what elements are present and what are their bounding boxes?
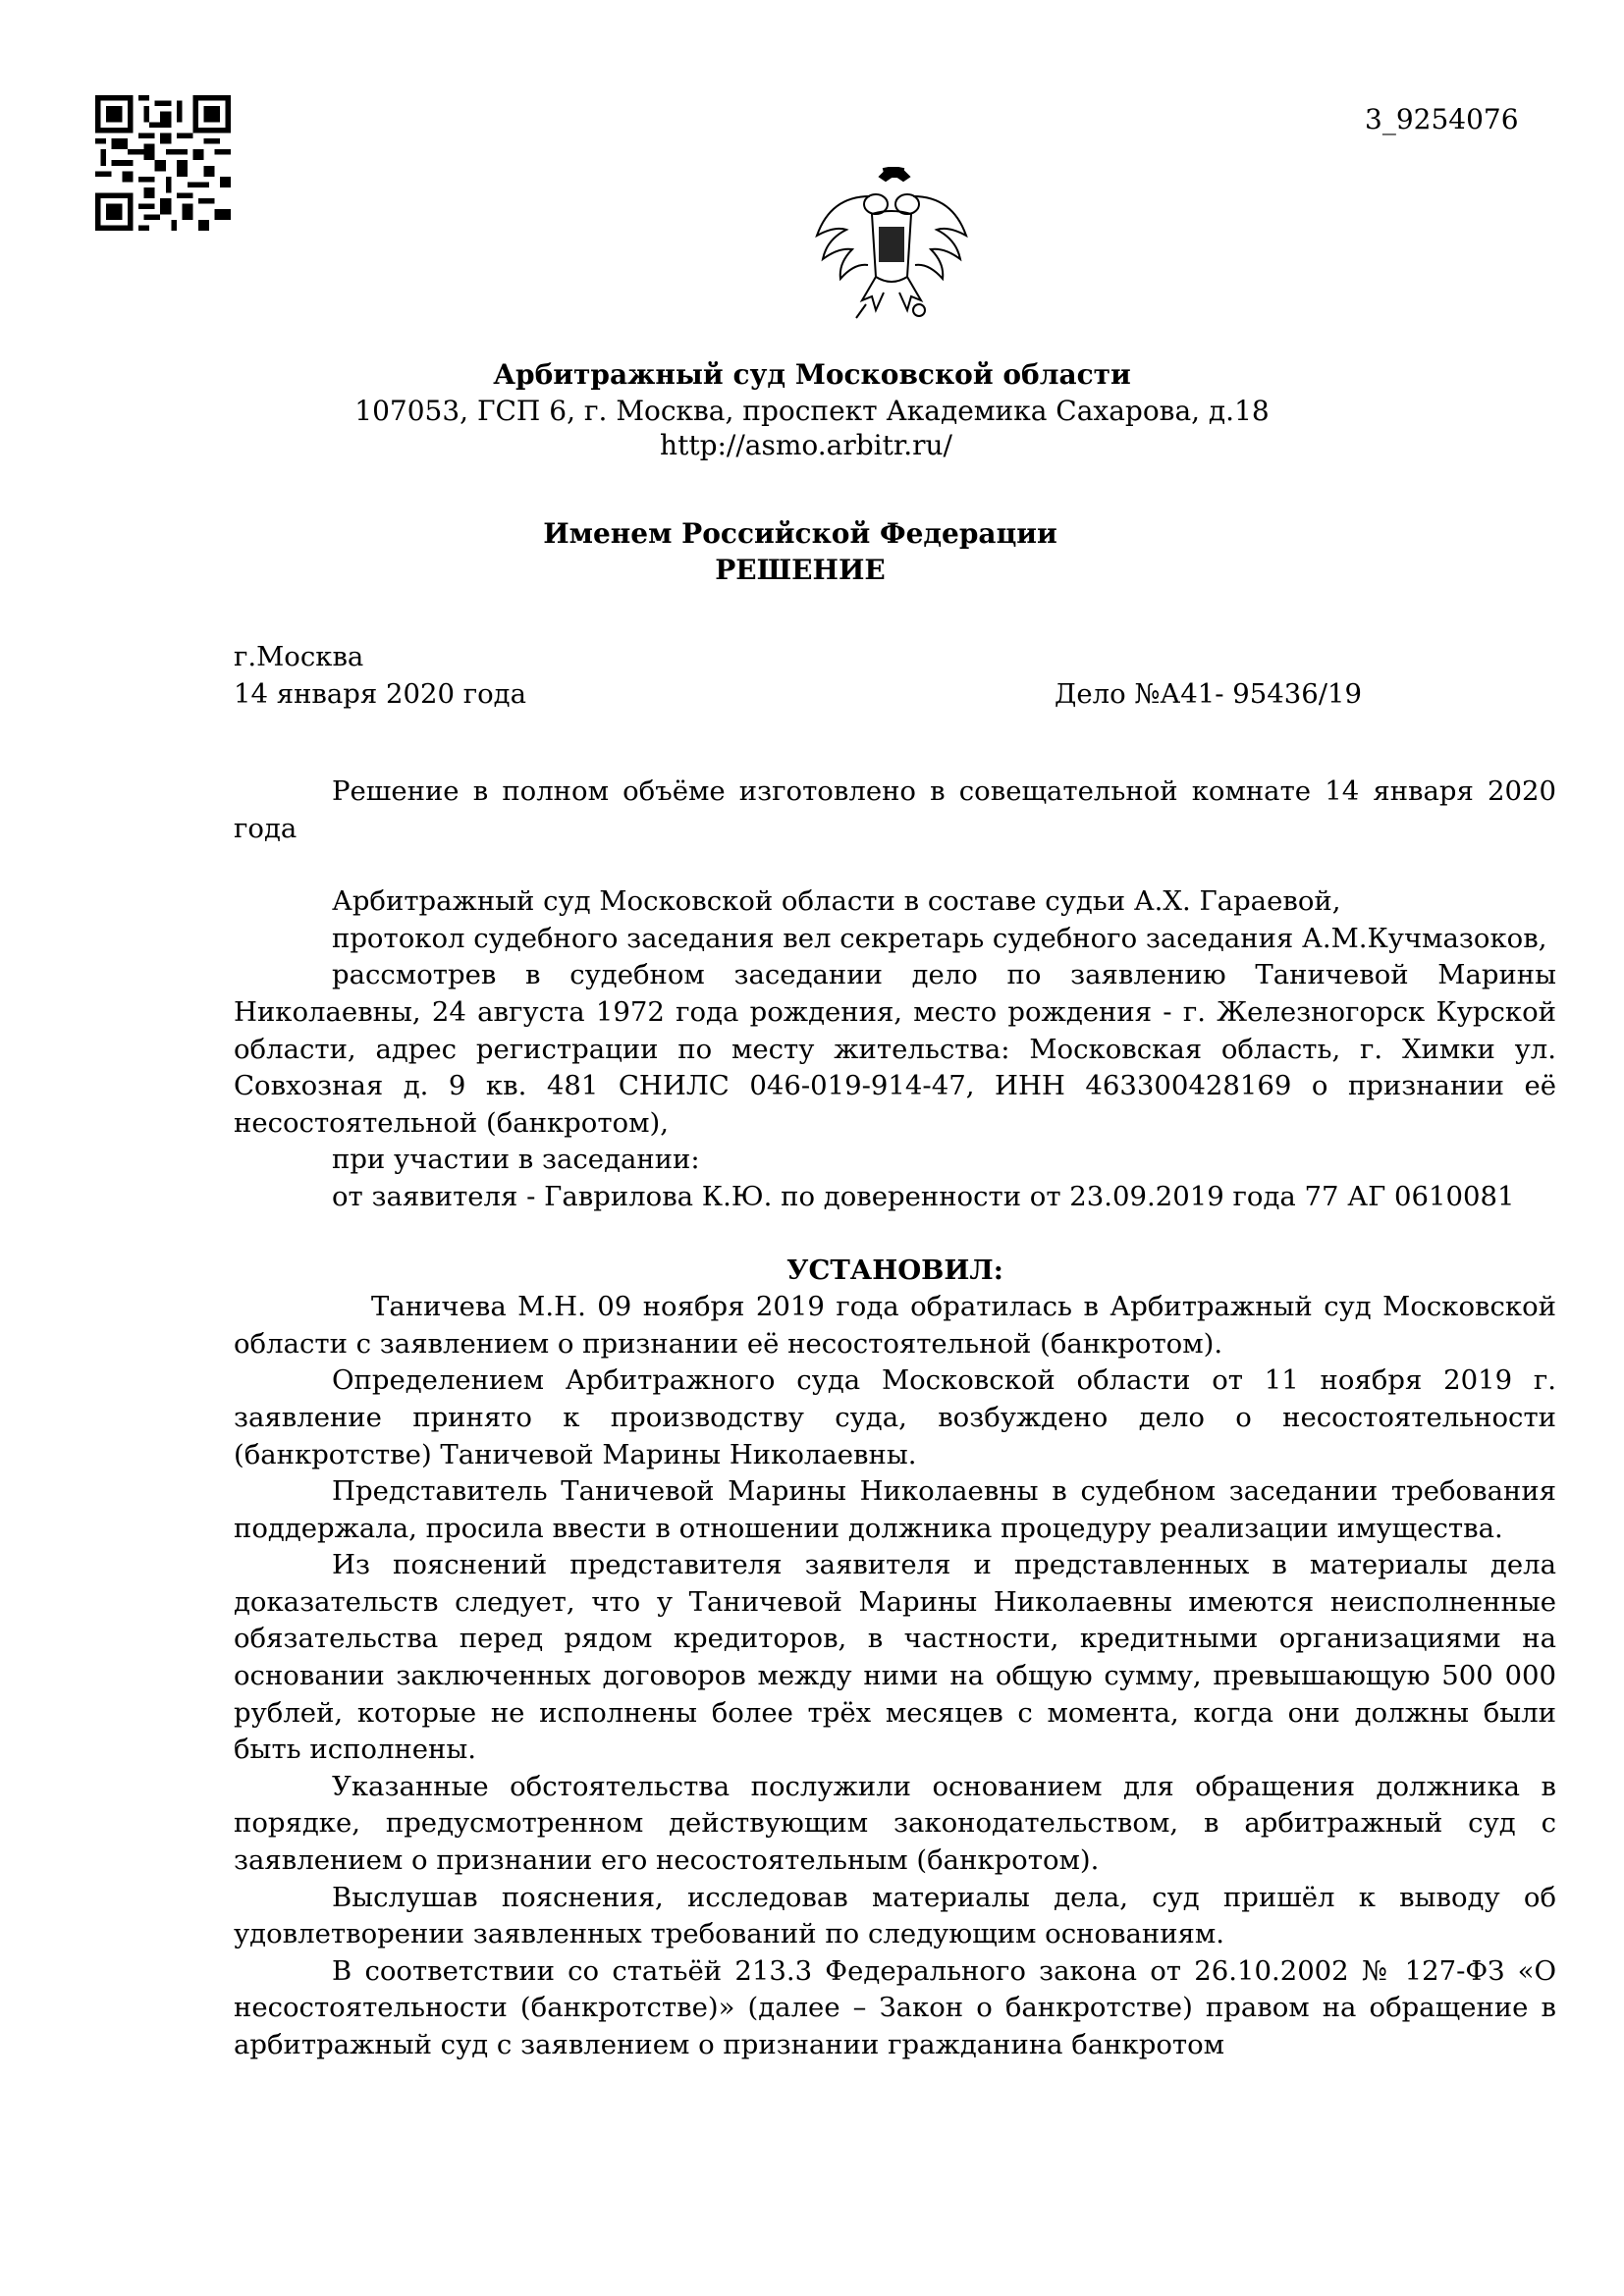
court-address: 107053, ГСП 6, г. Москва, проспект Академика Сахарова, д.18: [354, 395, 1270, 427]
document-number: 3_9254076: [1365, 103, 1519, 135]
paragraph-law-reference: В соответствии со статьёй 213.3 Федерального закона от 26.10.2002 № 127-ФЗ «О несостоятельности (банкротстве)» (далее – Закон о банкротстве) правом на обращение в арбитражный суд с заявлением о признании гражданина банкротом: [234, 1954, 1556, 2060]
decision-title: РЕШЕНИЕ: [715, 554, 886, 586]
case-number: Дело №А41- 95436/19: [1055, 678, 1363, 710]
paragraph-participants: при участии в заседании:: [332, 1144, 700, 1176]
paragraph-applicant-representative: от заявителя - Гаврилова К.Ю. по доверенности от 23.09.2019 года 77 АГ 0610081: [332, 1180, 1515, 1212]
document-body: [234, 774, 1556, 2064]
qr-code-icon: [95, 95, 231, 231]
paragraph-conclusion: Выслушав пояснения, исследовав материалы дела, суд пришёл к выводу об удовлетворении заявленных требований по следующим основаниям.: [234, 1881, 1556, 1950]
paragraph-court-composition: Арбитражный суд Московской области в составе судьи А.Х. Гараевой,: [332, 885, 1341, 918]
paragraph-completion-note: Решение в полном объёме изготовлено в совещательной комнате 14 января 2020 года: [234, 775, 1556, 844]
paragraph-ruling-accepted: Определением Арбитражного суда Московской области от 11 ноября 2019 г. заявление принято к производству суда, возбуждено дело о несостоятельности (банкротстве) Таничевой Марины Николаевны.: [234, 1364, 1556, 1470]
court-website-link[interactable]: http://asmo.arbitr.ru/: [660, 429, 952, 461]
paragraph-representative-request: Представитель Таничевой Марины Николаевны в судебном заседании требования поддержала, просила ввести в отношении должника процедуру реализации имущества.: [234, 1475, 1556, 1544]
paragraph-secretary: протокол судебного заседания вел секретарь судебного заседания А.М.Кучмазоков,: [332, 922, 1547, 954]
coat-of-arms-icon: [811, 167, 972, 322]
court-name: Арбитражный суд Московской области: [493, 358, 1131, 391]
paragraph-case-description: рассмотрев в судебном заседании дело по заявлению Таничевой Марины Николаевны, 24 августа 1972 года рождения, место рождения - г. Железногорск Курской области, адрес регистрации по месту жительства: Московская область, г. Химки ул. Совхозная д. 9 кв. 481 СНИЛС 046-019-914-47, ИНН 463300428169 о признании её несостоятельной (банкротом),: [234, 959, 1556, 1139]
in-name-heading: Именем Российской Федерации: [543, 517, 1057, 550]
paragraph-application: Таничева М.Н. 09 ноября 2019 года обратилась в Арбитражный суд Московской области с заявлением о признании её несостоятельной (банкротом).: [234, 1291, 1556, 1360]
established-heading: УСТАНОВИЛ:: [786, 1254, 1003, 1286]
paragraph-circumstances: Указанные обстоятельства послужили основанием для обращения должника в порядке, предусмотренном действующим законодательством, в арбитражный суд с заявлением о признании его несостоятельным (банкротом).: [234, 1770, 1556, 1877]
paragraph-obligations: Из пояснений представителя заявителя и представленных в материалы дела доказательств следует, что у Таничевой Марины Николаевны имеются неисполненные обязательства перед рядом кредиторов, в частности, кредитными организациями на основании заключенных договоров между ними на общую сумму, превышающую 500 000 рублей, которые не исполнены более трёх месяцев с момента, когда они должны были быть исполнены.: [234, 1549, 1556, 1766]
city: г.Москва: [234, 641, 364, 672]
decision-date: 14 января 2020 года: [234, 678, 527, 710]
